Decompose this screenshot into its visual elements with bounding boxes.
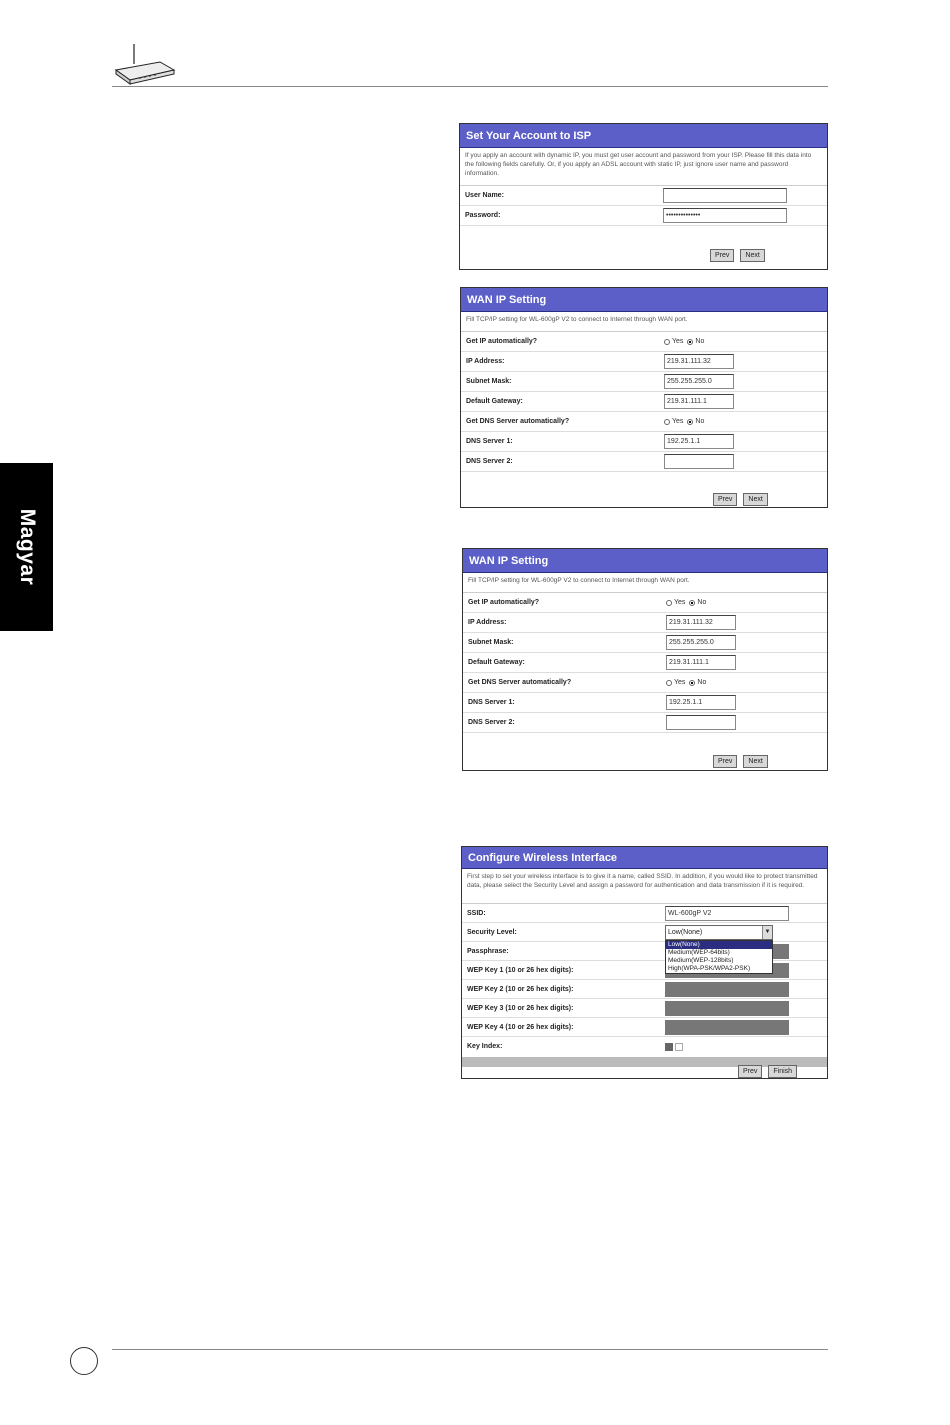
form-row-dns2: DNS Server 2:: [463, 713, 827, 733]
language-label: Magyar: [15, 508, 39, 586]
prev-button[interactable]: Prev: [710, 249, 734, 262]
panel-title: Set Your Account to ISP: [460, 124, 827, 148]
panel-title: WAN IP Setting: [463, 549, 827, 573]
form-row-dns1: DNS Server 1: 192.25.1.1: [463, 693, 827, 713]
form-row-password: [460, 206, 827, 226]
next-button[interactable]: Next: [743, 755, 767, 768]
username-input[interactable]: [663, 188, 787, 203]
key-index-select[interactable]: [665, 1043, 683, 1051]
security-level-dropdown: [665, 940, 773, 974]
form-row-dns1: DNS Server 1: 192.25.1.1: [461, 432, 827, 452]
dropdown-option[interactable]: Medium(WEP-64bits): [668, 949, 730, 956]
language-side-tab: [0, 463, 53, 631]
dns1-input[interactable]: 192.25.1.1: [664, 434, 734, 449]
router-logo-icon: [112, 40, 176, 86]
field-label: Password:: [465, 212, 501, 219]
radio-no[interactable]: No: [689, 599, 706, 606]
wep-key3-input[interactable]: [665, 1001, 789, 1016]
form-row-get-dns: Get DNS Server automatically? Yes No: [461, 412, 827, 432]
gateway-input[interactable]: 219.31.111.1: [666, 655, 736, 670]
form-row-gateway: Default Gateway: 219.31.111.1: [461, 392, 827, 412]
panel-description: If you apply an account with dynamic IP, you must get user account and password from your ISP. Please fill this data into the following fields carefully. Or, if you apply an ADSL account with static IP, just ignore user name and password information.: [460, 148, 827, 186]
footer-rule: [112, 1349, 828, 1350]
prev-button[interactable]: Prev: [738, 1065, 762, 1078]
panel-description: Fill TCP/IP setting for WL-600gP V2 to connect to Internet through WAN port.: [463, 573, 827, 593]
wep-key2-input[interactable]: [665, 982, 789, 997]
subnet-mask-input[interactable]: 255.255.255.0: [666, 635, 736, 650]
form-row-ip-address: IP Address: 219.31.111.32: [461, 352, 827, 372]
form-row-security: Security Level: Low(None) ▼: [462, 923, 827, 942]
subnet-mask-input[interactable]: 255.255.255.0: [664, 374, 734, 389]
form-row-wep-key3: WEP Key 3 (10 or 26 hex digits):: [462, 999, 827, 1018]
wireless-config-panel: [461, 846, 828, 1079]
prev-button[interactable]: Prev: [713, 493, 737, 506]
radio-yes[interactable]: Yes: [664, 418, 683, 425]
wan-ip-panel-1: [460, 287, 828, 508]
form-row-wep-key4: WEP Key 4 (10 or 26 hex digits):: [462, 1018, 827, 1037]
radio-no[interactable]: No: [687, 338, 704, 345]
wan-ip-panel-2: [462, 548, 828, 771]
form-row-get-ip: Get IP automatically? Yes No: [461, 332, 827, 352]
page-number-circle: [70, 1347, 98, 1375]
dns1-input[interactable]: 192.25.1.1: [666, 695, 736, 710]
header-rule: [112, 86, 828, 87]
radio-yes[interactable]: Yes: [666, 599, 685, 606]
gateway-input[interactable]: 219.31.111.1: [664, 394, 734, 409]
form-row-wep-key1: WEP Key 1 (10 or 26 hex digits):: [462, 961, 827, 980]
form-row-ssid: SSID: WL-600gP V2: [462, 904, 827, 923]
form-row-gateway: Default Gateway: 219.31.111.1: [463, 653, 827, 673]
next-button[interactable]: Next: [740, 249, 764, 262]
form-row-get-dns: Get DNS Server automatically? Yes No: [463, 673, 827, 693]
radio-no[interactable]: No: [689, 679, 706, 686]
next-button[interactable]: Next: [743, 493, 767, 506]
prev-button[interactable]: Prev: [713, 755, 737, 768]
dropdown-option[interactable]: Low(None): [666, 941, 772, 949]
panel-description: First step to set your wireless interface is to give it a name, called SSID. In addition, if you would like to protect transmitted data, please select the Security Level and assign a password for authentication and data transmission if it is required.: [462, 869, 827, 904]
form-row-ip-address: IP Address: 219.31.111.32: [463, 613, 827, 633]
form-row-username: [460, 186, 827, 206]
form-row-passphrase: Passphrase:: [462, 942, 827, 961]
ip-address-input[interactable]: 219.31.111.32: [664, 354, 734, 369]
field-label: User Name:: [465, 192, 504, 199]
dropdown-option[interactable]: High(WPA-PSK/WPA2-PSK): [668, 965, 751, 972]
form-row-key-index: Key Index:: [462, 1037, 827, 1056]
panel-description: Fill TCP/IP setting for WL-600gP V2 to connect to Internet through WAN port.: [461, 312, 827, 332]
security-level-select[interactable]: Low(None) ▼: [665, 925, 773, 940]
panel-title: WAN IP Setting: [461, 288, 827, 312]
isp-account-panel: [459, 123, 828, 270]
chevron-down-icon[interactable]: ▼: [762, 926, 772, 939]
form-row-dns2: DNS Server 2:: [461, 452, 827, 472]
form-row-subnet-mask: Subnet Mask: 255.255.255.0: [463, 633, 827, 653]
dns2-input[interactable]: [664, 454, 734, 469]
form-row-wep-key2: WEP Key 2 (10 or 26 hex digits):: [462, 980, 827, 999]
password-input[interactable]: ••••••••••••••: [663, 208, 787, 223]
panel-title: Configure Wireless Interface: [462, 847, 827, 869]
form-row-subnet-mask: Subnet Mask: 255.255.255.0: [461, 372, 827, 392]
finish-button[interactable]: Finish: [768, 1065, 797, 1078]
dropdown-option[interactable]: Medium(WEP-128bits): [668, 957, 734, 964]
radio-no[interactable]: No: [687, 418, 704, 425]
wep-key4-input[interactable]: [665, 1020, 789, 1035]
ip-address-input[interactable]: 219.31.111.32: [666, 615, 736, 630]
radio-yes[interactable]: Yes: [664, 338, 683, 345]
dns2-input[interactable]: [666, 715, 736, 730]
form-row-get-ip: Get IP automatically? Yes No: [463, 593, 827, 613]
ssid-input[interactable]: WL-600gP V2: [665, 906, 789, 921]
radio-yes[interactable]: Yes: [666, 679, 685, 686]
